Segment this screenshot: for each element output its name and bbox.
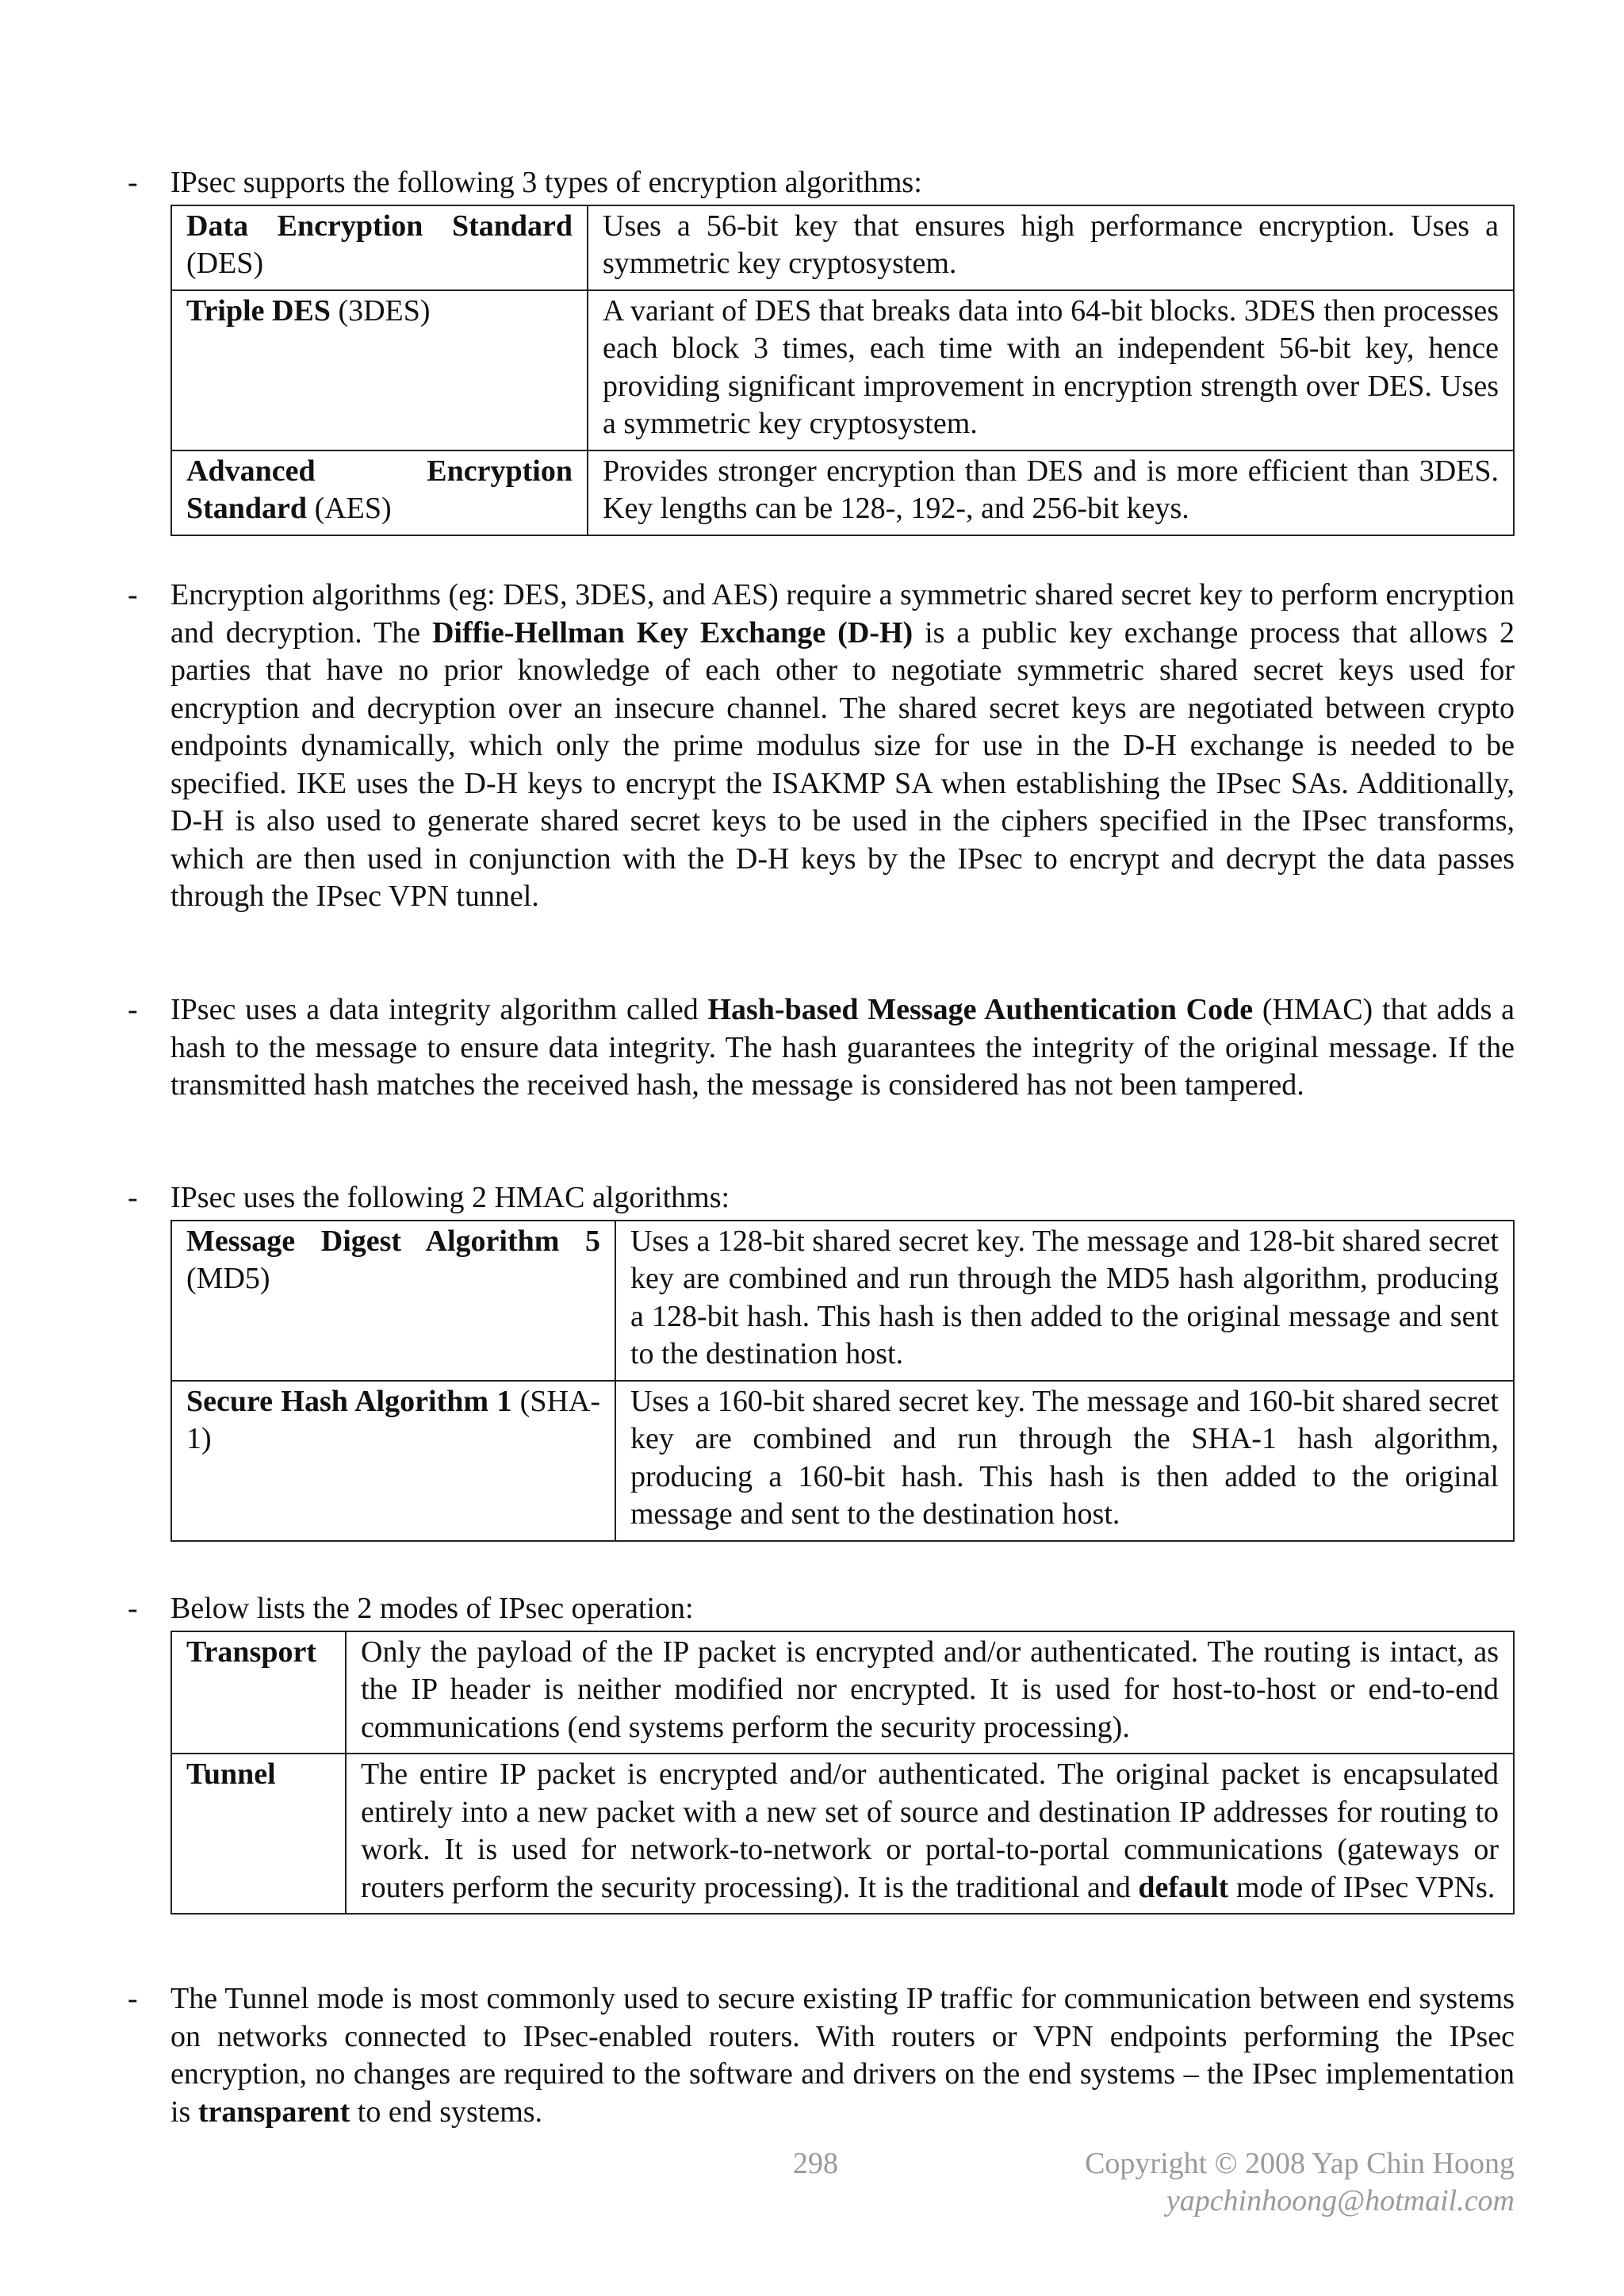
term-cell (171, 1754, 346, 1914)
description-cell: Provides stronger encryption than DES and is more efficient than 3DES. Key lengths can be 128-, 192-, and 256-bit keys. (588, 450, 1514, 535)
bold-term: transparent (197, 2095, 350, 2129)
term-cell (171, 1221, 615, 1381)
tunnel-mode-paragraph (170, 1980, 1515, 2131)
description-text: The entire IP packet is encrypted and/or authenticated. The original packet is encapsulated entirely into a new packet with a new set of source and destination IP addresses for routing to work. It is used for network-to-network or portal-to-portal communications (gateways or routers perform the security processing). It is the traditional and (361, 1757, 1499, 1904)
term-abbrev: (MD5) (186, 1262, 270, 1295)
term-name: Advanced Encryption Standard (186, 454, 573, 525)
encryption-algorithms-section (128, 164, 1515, 536)
hmac-algorithms-intro: IPsec uses the following 2 HMAC algorithms: (170, 1181, 730, 1214)
description-cell: Uses a 56-bit key that ensures high performance encryption. Uses a symmetric key cryptosystem. (588, 205, 1514, 290)
diffie-hellman-paragraph (170, 577, 1515, 916)
paragraph-text: to end systems. (350, 2095, 543, 2129)
table-row (171, 1381, 1514, 1541)
description-cell: Uses a 128-bit shared secret key. The message and 128-bit shared secret key are combined and run through the MD5 hash algorithm, producing a 128-bit hash. This hash is then added to the original message and sent to the destination host. (615, 1221, 1514, 1381)
table-row (171, 1221, 1514, 1381)
term-name: Message Digest Algorithm 5 (186, 1224, 600, 1258)
description-cell (346, 1754, 1514, 1914)
page-number: 298 (793, 2147, 838, 2180)
description-cell: A variant of DES that breaks data into 64-bit blocks. 3DES then processes each block 3 times, each time with an independent 56-bit key, hence providing significant improvement in encryption strength over DES. Uses a symmetric key cryptosystem. (588, 290, 1514, 450)
paragraph-text: is a public key exchange process that allows 2 parties that have no prior knowledge of each other to negotiate symmetric shared secret keys used for encryption and decryption over an insecure channel. The shared secret keys are negotiated between crypto endpoints dynamically, which only the prime modulus size for use in the D-H exchange is needed to be specified. IKE uses the D-H keys to encrypt the ISAKMP SA when establishing the IPsec SAs. Additionally, D-H is also used to generate shared secret keys to be used in the ciphers specified in the IPsec transforms, which are then used in conjunction with the D-H keys by the IPsec to encrypt and decrypt the data passes through the IPsec VPN tunnel. (170, 615, 1515, 913)
hmac-algorithms-table (170, 1220, 1515, 1542)
bullet-dash: - (128, 1592, 138, 1625)
paragraph-text: IPsec uses a data integrity algorithm called (170, 993, 708, 1026)
bold-term: Diffie-Hellman Key Exchange (D-H) (431, 615, 914, 650)
term-abbrev: (AES) (314, 492, 392, 525)
term-cell (171, 450, 588, 535)
paragraph-text: Encryption algorithms (eg: DES, 3DES, and AES) require a symmetric shared secret key to perform encryption and decryption. The (170, 578, 1515, 650)
term-abbrev: (3DES) (338, 293, 431, 328)
table-row (171, 205, 1514, 290)
tunnel-mode-section (128, 1980, 1515, 2131)
description-text: mode of IPsec VPNs. (1228, 1870, 1496, 1904)
bullet-dash: - (128, 1982, 138, 2015)
term-name: Tunnel (186, 1757, 276, 1791)
paragraph-text: (HMAC) that adds a hash to the message to ensure data integrity. The hash guarantees the integrity of the original message. If the transmitted hash matches the received hash, the message is considered has not been tampered. (170, 993, 1515, 1102)
bullet-dash: - (128, 166, 138, 199)
term-cell (171, 205, 588, 290)
term-abbrev: (SHA-1) (186, 1384, 600, 1455)
table-row (171, 1631, 1514, 1754)
term-cell (171, 1381, 615, 1541)
term-name: Data Encryption Standard (186, 209, 573, 243)
description-cell: Uses a 160-bit shared secret key. The message and 160-bit shared secret key are combined and run through the SHA-1 hash algorithm, producing a 160-bit hash. This hash is then added to the original message and sent to the destination host. (615, 1381, 1514, 1541)
ipsec-modes-intro: Below lists the 2 modes of IPsec operation: (170, 1592, 694, 1625)
term-name: Secure Hash Algorithm 1 (186, 1384, 512, 1418)
paragraph-text: The Tunnel mode is most commonly used to secure existing IP traffic for communication between end systems on networks connected to IPsec-enabled routers. With routers or VPN endpoints performing the IPsec encryption, no changes are required to the software and drivers on the end systems – the IPsec implementation is (170, 1982, 1515, 2129)
ipsec-modes-section (128, 1590, 1515, 1915)
table-row (171, 1754, 1514, 1914)
hmac-algorithms-section (128, 1179, 1515, 1542)
encryption-algorithms-table (170, 205, 1515, 536)
description-cell: Only the payload of the IP packet is encrypted and/or authenticated. The routing is intact, as the IP header is neither modified nor encrypted. It is used for host-to-host or end-to-end communications (end systems perform the security processing). (346, 1631, 1514, 1754)
hmac-paragraph (170, 991, 1515, 1105)
term-name: Triple DES (186, 293, 331, 328)
term-cell (171, 290, 588, 450)
bullet-dash: - (128, 578, 138, 611)
table-row (171, 450, 1514, 535)
copyright-notice: Copyright © 2008 Yap Chin Hoong (1085, 2147, 1515, 2180)
encryption-intro: IPsec supports the following 3 types of encryption algorithms: (170, 166, 922, 199)
term-name: Transport (186, 1635, 316, 1669)
table-row (171, 290, 1514, 450)
term-abbrev: (DES) (186, 247, 264, 280)
hmac-section (128, 991, 1515, 1105)
bold-term: default (1138, 1870, 1229, 1904)
bullet-dash: - (128, 993, 138, 1026)
ipsec-modes-table (170, 1631, 1515, 1915)
term-cell (171, 1631, 346, 1754)
bold-term: Hash-based Message Authentication Code (707, 993, 1254, 1026)
diffie-hellman-section (128, 577, 1515, 916)
bullet-dash: - (128, 1181, 138, 1214)
author-email[interactable]: yapchinhoong@hotmail.com (1166, 2184, 1515, 2217)
